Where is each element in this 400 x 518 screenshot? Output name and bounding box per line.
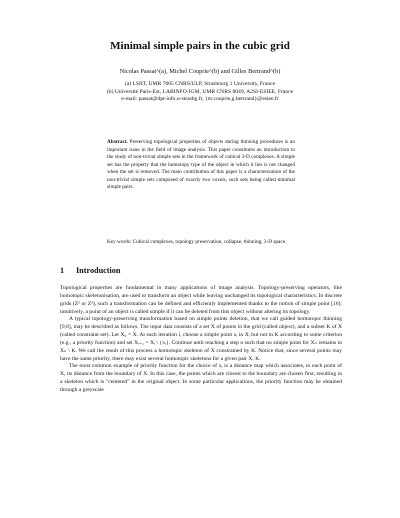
paper-title: Minimal simple pairs in the cubic grid <box>110 40 290 52</box>
affiliation-b: (b) Université Paris-Est, LABINFO-IGM, UMR CNRS 8049, A2SI-ESIEE, France <box>106 88 294 95</box>
keywords-text: Cubical complexes, topology preservation, collapse, thinning, 3-D space. <box>132 239 287 245</box>
section-body <box>60 285 342 395</box>
section-heading <box>60 266 340 275</box>
paragraph-2: A typical topology-preserving transformation based on simple points deletion, that we call guided homotopic thinning [9,8], may be described as follows. The input data consists of a set X of points in the grid (called object), and a subset K of X (called constraint set). Let X₀ = X. At each iteration i, choose a simple point xᵢ in Xᵢ but not in K according to some criterion (e.g., a priority function) and set Xᵢ₊₁ = Xᵢ \ {xᵢ}. Continue until reaching a step n such that no simple point for Xₙ remains in Xₙ \ K. We call the result of this process a homotopic skeleton of X constrained by K. Notice that, since several points may have the same priority, there may exist several homotopic skeletons for a given pair X, K. <box>60 316 342 362</box>
email-line: e-mail: passat@dpt-info.u-strasbg.fr, {m.couprie,g.bertrand}@esiee.fr <box>121 96 279 103</box>
paragraph-3: The most common example of priority function for the choice of xᵢ is a distance map which associates, to each point of X, its distance from the boundary of X. In this case, the points which are closest to the boundary are chosen first, resulting in a skeleton which is "centered" in the original object. In some particular applications, the priority function may be obtained through a greyscale <box>60 363 342 393</box>
affiliations <box>40 81 360 104</box>
abstract-label: Abstract. <box>107 139 128 145</box>
section-number: 1 <box>60 266 65 275</box>
author-list: Nicolas Passat^(a), Michel Couprie^(b) and Gilles Bertrand^(b) <box>119 68 281 75</box>
keywords-label: Key words: <box>107 239 132 245</box>
abstract-text: Preserving topological properties of objects during thinning procedures is an important issue in the field of image analysis. This paper constitutes an introduction to the study of non-trivial simple sets in the framework of cubical 3-D complexes. A simple set has the property that the homotopy type of the object in which it lies is not changed when the set is removed. The main contribution of this paper is a characterisation of the non-trivial simple sets composed of exactly two voxels, such sets being called minimal simple pairs. <box>107 139 295 191</box>
section-title: Introduction <box>76 266 121 275</box>
keywords <box>107 239 295 247</box>
paragraph-1: Topological properties are fundamental in many applications of image analysis. Topology-preserving operators, like homotopic skeletonisation, are used to transform an object while leaving unchanged its topological characteristics. In discrete grids (Z² or Z³), such a transformation can be defined and efficiently implemented thanks to the notion of simple point [16]: intuitively, a point of an object is called simple if it can be deleted from this object without altering its topology. <box>60 285 342 315</box>
affiliation-a: (a) LSIIT, UMR 7005 CNRS/ULP, Strasbourg 1 University, France <box>124 81 276 87</box>
abstract <box>107 139 295 192</box>
